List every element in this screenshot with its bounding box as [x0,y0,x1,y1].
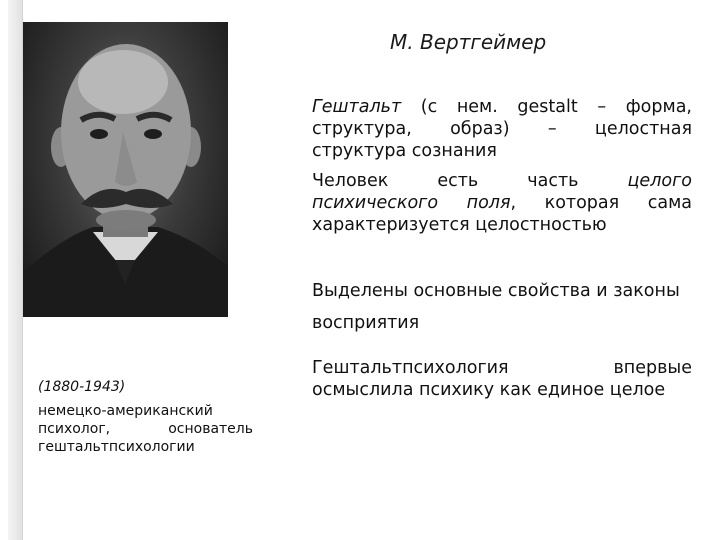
portrait-illustration [23,22,228,317]
person-field-text-after: , которая сама характеризуется целостностью [312,193,692,235]
person-field-text-before: Человек есть часть [312,171,628,191]
person-field-italic: целого психического поля [312,171,692,213]
biography-caption [38,378,253,456]
life-years: (1880-1943) [38,379,126,395]
perception-laws-statement: Выделены основные свойства и законы восприятия [312,281,680,333]
page-title: М. Вертгеймер [390,30,547,54]
portrait-photo [23,22,228,317]
gestalt-term: Гештальт [312,97,402,117]
left-decor-bar [8,0,23,540]
person-field-statement [312,170,692,236]
biography-description: немецко-американский психолог, основатель гештальтпсихологии [38,403,253,455]
gestalt-psychology-statement: Гештальтпсихология впервые осмыслила психику как единое целое [312,358,692,400]
gestalt-definition [312,96,692,162]
gestalt-definition-text: (с нем. gestalt – форма, структура, образ) – целостная структура сознания [312,97,692,161]
